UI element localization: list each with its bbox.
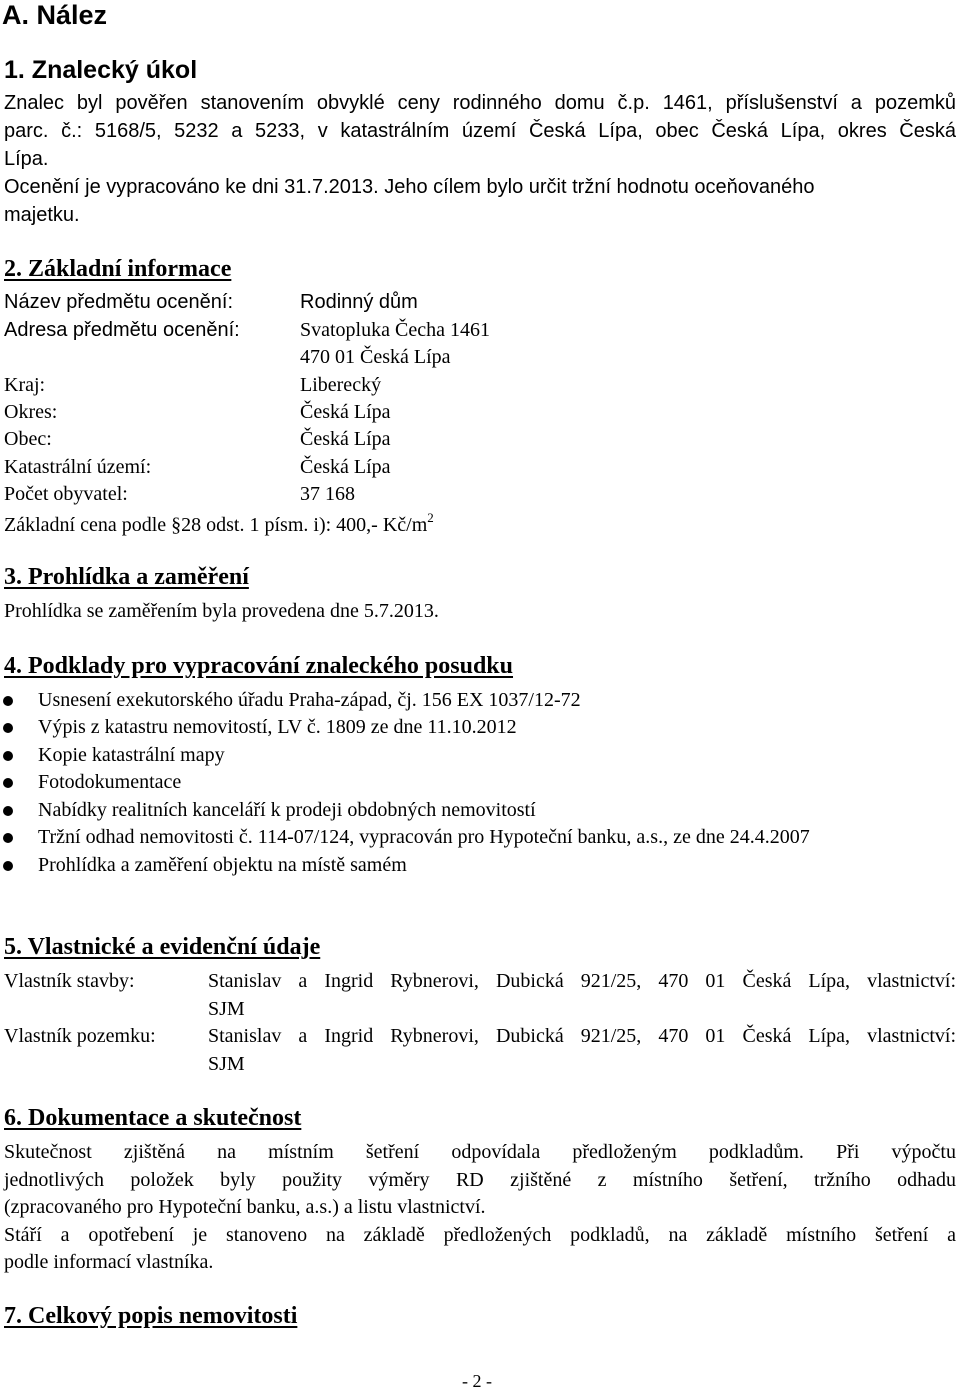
owner-value: Stanislav a Ingrid Rybnerovi, Dubická 921/25, 470 01 Česká Lípa, vlastnictví: — [208, 1025, 956, 1047]
owner-value-cont: SJM — [208, 998, 245, 1020]
section-6-line-1: Skutečnost zjištěná na místním šetření odpovídala předloženým podkladům. Při výpočtu — [4, 1141, 956, 1163]
info-label: Obec: — [4, 428, 52, 450]
list-item — [3, 689, 953, 713]
section-6-line-4: Stáří a opotřebení je stanoveno na základě předložených podkladů, na základě místního šetření a — [4, 1224, 956, 1246]
info-value: Česká Lípa — [300, 456, 391, 478]
owner-label: Vlastník stavby: — [4, 970, 135, 992]
bullet-icon — [3, 751, 13, 761]
section-1-line-4: Ocenění je vypracováno ke dni 31.7.2013. Jeho cílem bylo určit tržní hodnotu oceňovaného — [4, 176, 815, 198]
list-item-text: Kopie katastrální mapy — [38, 744, 225, 766]
list-item-text: Tržní odhad nemovitosti č. 114-07/124, vypracován pro Hypoteční banku, a.s., ze dne 24.4.2007 — [38, 826, 810, 848]
bullet-icon — [3, 723, 13, 733]
section-6-line-2: jednotlivých položek byly použity výměry RD zjištěné z místního šetření, tržního odhadu — [4, 1169, 956, 1191]
section-1-line-3: Lípa. — [4, 148, 49, 170]
info-value: 470 01 Česká Lípa — [300, 346, 451, 368]
bullet-icon — [3, 833, 13, 843]
section-1-heading: 1. Znalecký úkol — [4, 56, 198, 84]
list-item — [3, 771, 953, 795]
info-value: Česká Lípa — [300, 428, 391, 450]
bullet-icon — [3, 696, 13, 706]
list-item — [3, 826, 958, 850]
list-item-text: Výpis z katastru nemovitostí, LV č. 1809 ze dne 11.10.2012 — [38, 716, 517, 738]
info-label: Adresa předmětu ocenění: — [4, 319, 240, 341]
list-item-text: Nabídky realitních kanceláří k prodeji obdobných nemovitostí — [38, 799, 536, 821]
section-6-heading: 6. Dokumentace a skutečnost — [4, 1105, 302, 1131]
page-number: - 2 - — [462, 1371, 492, 1391]
section-1-line-5: majetku. — [4, 204, 80, 226]
section-6-line-3: (zpracovaného pro Hypoteční banku, a.s.) a listu vlastnictví. — [4, 1196, 486, 1218]
info-value: Svatopluka Čecha 1461 — [300, 319, 490, 341]
owner-value-cont: SJM — [208, 1053, 245, 1075]
section-4-heading: 4. Podklady pro vypracování znaleckého posudku — [4, 653, 514, 679]
bullet-icon — [3, 778, 13, 788]
section-7-heading: 7. Celkový popis nemovitosti — [4, 1303, 298, 1329]
info-label: Název předmětu ocenění: — [4, 291, 234, 313]
section-1-line-1: Znalec byl pověřen stanovením obvyklé ceny rodinného domu č.p. 1461, příslušenství a pozemků — [4, 92, 956, 114]
section-3-heading: 3. Prohlídka a zaměření — [4, 564, 249, 590]
info-value: 37 168 — [300, 483, 355, 505]
bullet-icon — [3, 806, 13, 816]
info-value: Rodinný dům — [300, 291, 418, 313]
list-item — [3, 799, 953, 823]
base-price-text: Základní cena podle §28 odst. 1 písm. i): 400,- Kč/m — [4, 514, 428, 536]
list-item-text: Usnesení exekutorského úřadu Praha-západ, čj. 156 EX 1037/12-72 — [38, 689, 581, 711]
info-label: Kraj: — [4, 374, 46, 396]
info-value: Liberecký — [300, 374, 382, 396]
info-label: Katastrální území: — [4, 456, 152, 478]
list-item-text: Prohlídka a zaměření objektu na místě samém — [38, 854, 407, 876]
list-item — [3, 716, 953, 740]
section-5-heading: 5. Vlastnické a evidenční údaje — [4, 934, 321, 960]
document-title: A. Nález — [2, 0, 108, 30]
info-label: Počet obyvatel: — [4, 483, 128, 505]
owner-label: Vlastník pozemku: — [4, 1025, 156, 1047]
info-value: Česká Lípa — [300, 401, 391, 423]
base-price-line — [4, 510, 434, 537]
base-price-superscript: 2 — [427, 510, 434, 525]
owner-value: Stanislav a Ingrid Rybnerovi, Dubická 921/25, 470 01 Česká Lípa, vlastnictví: — [208, 970, 956, 992]
list-item — [3, 744, 953, 768]
list-item — [3, 854, 953, 878]
section-2-heading: 2. Základní informace — [4, 256, 232, 282]
section-6-line-5: podle informací vlastníka. — [4, 1251, 214, 1273]
section-1-line-2: parc. č.: 5168/5, 5232 a 5233, v katastrálním území Česká Lípa, obec Česká Lípa, okres Česká — [4, 120, 956, 142]
bullet-icon — [3, 861, 13, 871]
info-label: Okres: — [4, 401, 58, 423]
list-item-text: Fotodokumentace — [38, 771, 182, 793]
section-3-text: Prohlídka se zaměřením byla provedena dne 5.7.2013. — [4, 600, 439, 622]
